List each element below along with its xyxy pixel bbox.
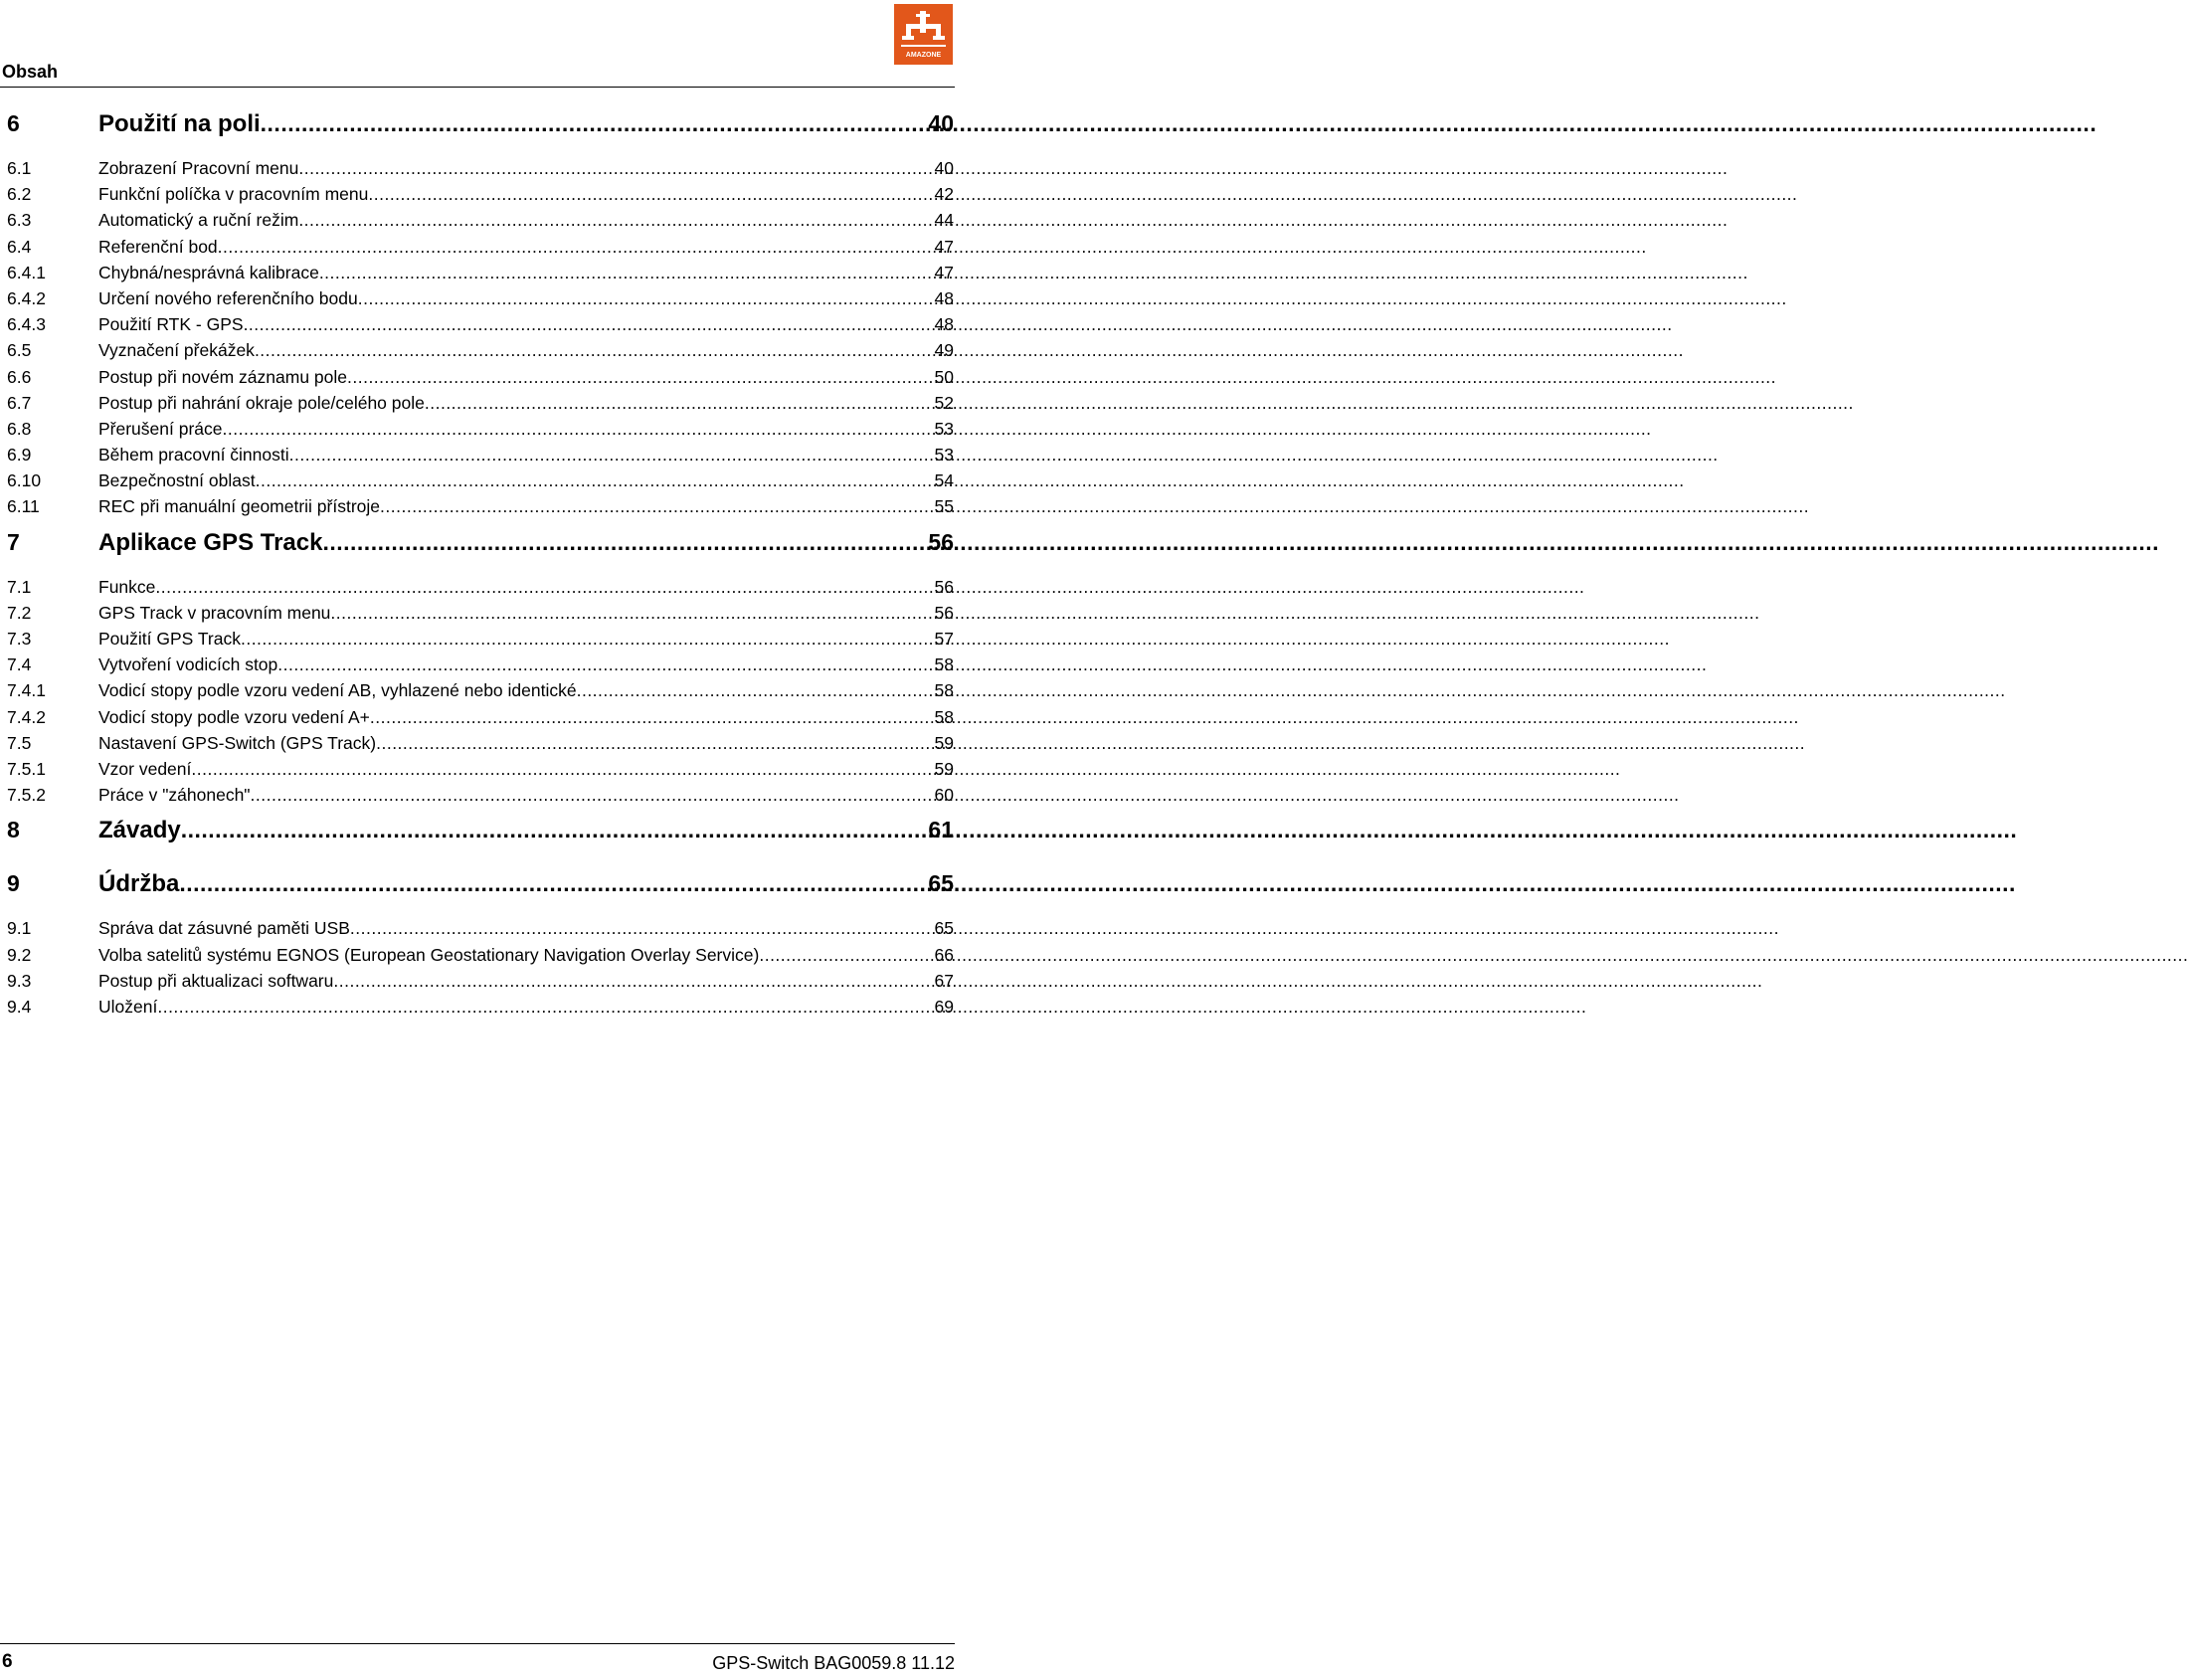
toc-entry-page: 56: [928, 528, 954, 555]
toc-entry-page: 48: [934, 314, 954, 335]
toc-entry-title: Závady: [98, 817, 181, 844]
toc-dot-leader: [759, 945, 934, 966]
toc-dot-leader: [277, 654, 934, 675]
toc-dot-leader: [577, 680, 935, 701]
toc-entry-page: 56: [934, 576, 954, 597]
toc-entry-page: 40: [934, 158, 954, 178]
toc-entry-number: 7.5.2: [7, 785, 46, 806]
toc-entry-page: 60: [934, 785, 954, 806]
toc-dot-leader: [179, 870, 928, 897]
toc-dot-leader: [298, 210, 934, 231]
toc-entry-number: 7.1: [7, 576, 32, 597]
toc-chapter-row[interactable]: [7, 817, 954, 864]
toc-entry-page: 53: [934, 445, 954, 466]
toc-entry-row[interactable]: [7, 158, 954, 184]
toc-entry-row[interactable]: [7, 496, 954, 522]
toc-entry-title: Postup při nahrání okraje pole/celého pole: [98, 392, 425, 413]
toc-entry-page: 54: [934, 470, 954, 491]
toc-dot-leader: [380, 496, 935, 517]
toc-entry-page: 59: [934, 732, 954, 753]
footer-divider: [0, 1643, 955, 1644]
table-of-contents: [7, 110, 954, 1023]
toc-entry-number: 7.3: [7, 629, 32, 649]
toc-entry-title: Použití na poli: [98, 110, 261, 137]
toc-dot-leader: [157, 997, 934, 1018]
toc-dot-leader: [244, 314, 935, 335]
toc-entry-title: Postup při aktualizaci softwaru: [98, 970, 334, 991]
toc-entry-title: Bezpečnostní oblast: [98, 470, 256, 491]
toc-entry-page: 42: [934, 184, 954, 205]
toc-entry-page: 56: [934, 602, 954, 623]
toc-entry-number: 9: [7, 870, 20, 897]
toc-entry-title: Vyznačení překážek: [98, 340, 255, 361]
toc-entry-page: 61: [928, 817, 954, 843]
toc-entry-row[interactable]: [7, 603, 954, 629]
toc-entry-number: 6.1: [7, 158, 32, 178]
toc-entry-row[interactable]: [7, 393, 954, 419]
toc-entry-page: 58: [934, 654, 954, 675]
toc-entry-number: 7.4: [7, 654, 32, 675]
toc-dot-leader: [333, 971, 934, 992]
toc-entry-title: Aplikace GPS Track: [98, 528, 323, 556]
toc-entry-page: 66: [934, 944, 954, 965]
toc-entry-page: 52: [934, 392, 954, 413]
toc-entry-title: Údržba: [98, 870, 180, 898]
toc-entry-title: Vzor vedení: [98, 758, 192, 779]
toc-entry-page: 50: [934, 366, 954, 387]
toc-dot-leader: [261, 110, 929, 137]
toc-entry-row[interactable]: [7, 654, 954, 680]
toc-entry-row[interactable]: [7, 367, 954, 393]
toc-entry-title: Referenční bod: [98, 236, 218, 257]
toc-dot-leader: [358, 288, 935, 309]
toc-entry-row[interactable]: [7, 340, 954, 366]
toc-dot-leader: [350, 918, 935, 939]
toc-entry-number: 6.7: [7, 392, 32, 413]
toc-entry-number: 6.11: [7, 496, 40, 517]
toc-dot-leader: [376, 733, 934, 754]
toc-dot-leader: [218, 237, 935, 258]
toc-entry-page: 47: [934, 262, 954, 282]
toc-entry-number: 7.4.2: [7, 706, 46, 727]
toc-dot-leader: [298, 158, 934, 179]
toc-entry-page: 49: [934, 340, 954, 361]
toc-entry-page: 58: [934, 706, 954, 727]
toc-entry-title: Vytvoření vodicích stop: [98, 654, 278, 675]
toc-entry-title: Správa dat zásuvné paměti USB: [98, 918, 350, 939]
toc-entry-number: 9.2: [7, 944, 32, 965]
toc-entry-row[interactable]: [7, 759, 954, 785]
toc-entry-row[interactable]: [7, 971, 954, 997]
toc-entry-number: 6.2: [7, 184, 32, 205]
header-divider: [0, 87, 955, 88]
toc-entry-row[interactable]: [7, 680, 954, 706]
toc-entry-row[interactable]: [7, 785, 954, 811]
toc-chapter-row[interactable]: [7, 110, 954, 158]
toc-entry-page: 57: [934, 629, 954, 649]
toc-entry-title: Volba satelitů systému EGNOS (European Geostationary Navigation Overlay Service): [98, 944, 760, 965]
toc-entry-number: 7.5.1: [7, 758, 46, 779]
toc-entry-number: 7: [7, 528, 20, 555]
toc-entry-page: 69: [934, 996, 954, 1017]
toc-entry-row[interactable]: [7, 997, 954, 1023]
toc-dot-leader: [330, 603, 934, 624]
toc-entry-row[interactable]: [7, 707, 954, 733]
toc-entry-number: 8: [7, 817, 20, 843]
toc-entry-page: 58: [934, 680, 954, 701]
toc-entry-page: 53: [934, 418, 954, 439]
toc-entry-title: Práce v "záhonech": [98, 785, 251, 806]
toc-entry-number: 9.1: [7, 918, 32, 939]
toc-entry-row[interactable]: [7, 263, 954, 288]
toc-entry-title: Zobrazení Pracovní menu: [98, 158, 299, 178]
toc-entry-number: 7.2: [7, 602, 32, 623]
section-header-label: Obsah: [2, 62, 59, 82]
toc-entry-number: 6.4: [7, 236, 32, 257]
svg-text:AMAZONE: AMAZONE: [905, 52, 942, 59]
toc-entry-title: Vodicí stopy podle vzoru vedení A+: [98, 706, 370, 727]
toc-entry-row[interactable]: [7, 210, 954, 236]
toc-entry-title: Použití GPS Track: [98, 629, 241, 649]
toc-entry-row[interactable]: [7, 237, 954, 263]
toc-entry-row[interactable]: [7, 945, 954, 971]
toc-entry-title: Funkce: [98, 576, 156, 597]
toc-entry-row[interactable]: [7, 419, 954, 445]
toc-dot-leader: [289, 445, 935, 466]
toc-entry-title: Automatický a ruční režim: [98, 210, 299, 231]
toc-entry-page: 47: [934, 236, 954, 257]
toc-dot-leader: [347, 367, 935, 388]
toc-entry-row[interactable]: [7, 314, 954, 340]
toc-entry-title: Funkční políčka v pracovním menu: [98, 184, 369, 205]
amazone-logo-icon: [894, 4, 953, 65]
footer-document-id: GPS-Switch BAG0059.8 11.12: [712, 1653, 955, 1673]
toc-entry-page: 55: [934, 496, 954, 517]
toc-entry-title: REC při manuální geometrii přístroje: [98, 496, 381, 517]
toc-entry-title: Určení nového referenčního bodu: [98, 287, 358, 308]
toc-dot-leader: [319, 263, 935, 283]
toc-entry-page: 67: [934, 970, 954, 991]
toc-entry-row[interactable]: [7, 470, 954, 496]
toc-entry-number: 6: [7, 110, 20, 136]
toc-dot-leader: [255, 340, 935, 361]
toc-entry-number: 6.10: [7, 470, 42, 491]
toc-entry-page: 65: [934, 918, 954, 939]
toc-entry-title: Nastavení GPS-Switch (GPS Track): [98, 732, 377, 753]
toc-entry-title: Vodicí stopy podle vzoru vedení AB, vyhlazené nebo identické: [98, 680, 577, 701]
toc-entry-number: 6.8: [7, 418, 32, 439]
toc-entry-row[interactable]: [7, 445, 954, 470]
toc-entry-number: 6.9: [7, 445, 32, 466]
amazone-logo: [894, 4, 953, 65]
toc-entry-page: 65: [928, 870, 954, 897]
toc-entry-row[interactable]: [7, 577, 954, 603]
toc-entry-title: Postup při novém záznamu pole: [98, 366, 347, 387]
toc-entry-number: 7.4.1: [7, 680, 46, 701]
toc-dot-leader: [256, 470, 935, 491]
toc-dot-leader: [251, 785, 935, 806]
toc-entry-page: 48: [934, 287, 954, 308]
toc-entry-row[interactable]: [7, 918, 954, 944]
toc-dot-leader: [181, 817, 929, 843]
toc-entry-title: GPS Track v pracovním menu: [98, 602, 331, 623]
toc-dot-leader: [368, 184, 934, 205]
toc-dot-leader: [155, 577, 934, 598]
toc-entry-number: 7.5: [7, 732, 32, 753]
toc-entry-title: Chybná/nesprávná kalibrace: [98, 262, 319, 282]
toc-entry-number: 6.4.2: [7, 287, 46, 308]
toc-entry-title: Uložení: [98, 996, 158, 1017]
toc-entry-number: 9.4: [7, 996, 32, 1017]
toc-dot-leader: [223, 419, 935, 440]
toc-entry-title: Použití RTK - GPS: [98, 314, 244, 335]
toc-chapter-row[interactable]: [7, 870, 954, 918]
toc-entry-number: 9.3: [7, 970, 32, 991]
toc-entry-number: 6.5: [7, 340, 32, 361]
toc-entry-row[interactable]: [7, 184, 954, 210]
toc-entry-title: Přerušení práce: [98, 418, 223, 439]
toc-entry-number: 6.4.3: [7, 314, 46, 335]
toc-dot-leader: [191, 759, 934, 780]
toc-entry-title: Během pracovní činnosti: [98, 445, 289, 466]
toc-entry-page: 59: [934, 758, 954, 779]
toc-entry-row[interactable]: [7, 629, 954, 654]
toc-entry-number: 6.4.1: [7, 262, 46, 282]
toc-entry-number: 6.6: [7, 366, 32, 387]
toc-entry-row[interactable]: [7, 733, 954, 759]
toc-entry-number: 6.3: [7, 210, 32, 231]
toc-dot-leader: [425, 393, 935, 414]
toc-dot-leader: [241, 629, 935, 650]
toc-entry-page: 40: [928, 110, 954, 136]
toc-entry-row[interactable]: [7, 288, 954, 314]
footer-page-number: 6: [2, 1651, 13, 1672]
toc-chapter-row[interactable]: [7, 529, 954, 577]
toc-dot-leader: [370, 707, 935, 728]
toc-dot-leader: [322, 529, 928, 556]
toc-entry-page: 44: [934, 210, 954, 231]
